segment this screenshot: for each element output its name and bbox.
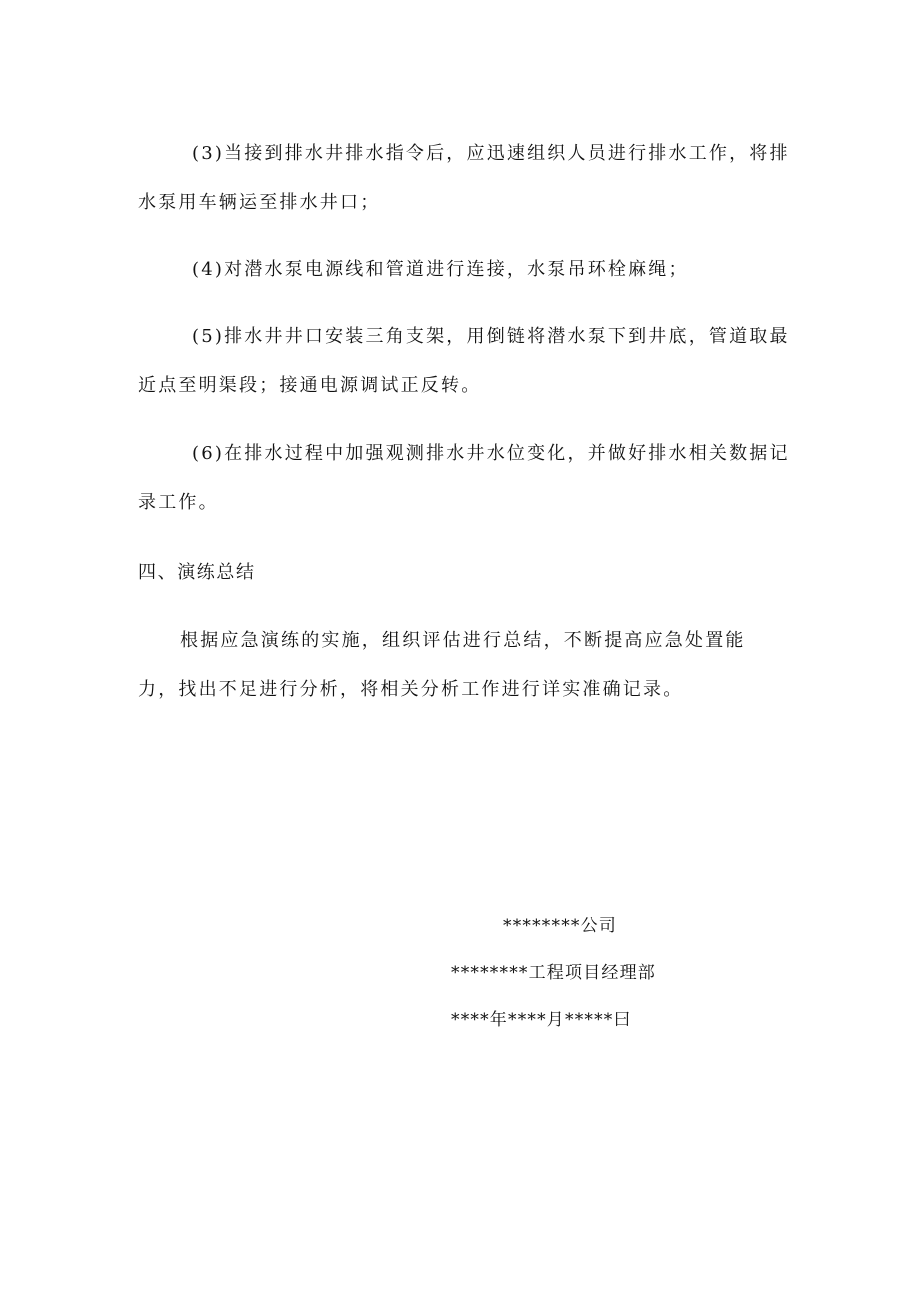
paragraph-3-line-1: (3)当接到排水井排水指令后，应迅速组织人员进行排水工作，将排 — [192, 143, 790, 164]
summary-line-1: 根据应急演练的实施，组织评估进行总结，不断提高应急处置能 — [180, 630, 746, 651]
signature-department: ********工程项目经理部 — [451, 963, 656, 983]
paragraph-6-line-2: 录工作。 — [138, 492, 219, 513]
paragraph-3-line-2: 水泵用车辆运至排水井口； — [138, 192, 381, 213]
paragraph-5-line-2: 近点至明渠段；接通电源调试正反转。 — [138, 375, 482, 396]
paragraph-4-line-1: (4)对潜水泵电源线和管道进行连接，水泵吊环栓麻绳； — [192, 259, 689, 280]
section-heading: 四、演练总结 — [138, 562, 256, 583]
paragraph-5-line-1: (5)排水井井口安装三角支架，用倒链将潜水泵下到井底，管道取最 — [192, 326, 790, 347]
signature-company: ********公司 — [503, 916, 617, 936]
summary-line-2: 力，找出不足进行分析，将相关分析工作进行详实准确记录。 — [138, 679, 684, 700]
paragraph-6-line-1: (6)在排水过程中加强观测排水井水位变化，并做好排水相关数据记 — [192, 443, 790, 464]
signature-date: ****年****月*****曰 — [451, 1010, 632, 1030]
